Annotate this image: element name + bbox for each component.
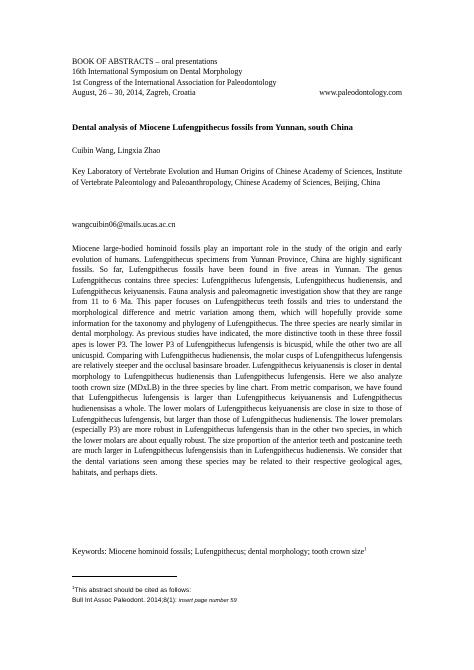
conference-header [72,57,402,99]
footnote-marker: 1 [364,547,367,553]
footnote-number: 1 [72,585,75,590]
footnote-citation [72,596,237,607]
citation-page-note: insert page number 59 [178,597,237,604]
header-line-4 [72,88,402,98]
paper-title: Dental analysis of Miocene Lufengpithecus fossils from Yunnan, south China [72,122,353,132]
footnote-line-1 [72,583,237,596]
abstract-body: Miocene large-bodied hominoid fossils play an important role in the study of the origin and early evolution of humans. Lufengpithecus specimens from Yunnan Province, China are highly significant fossils. So far, Lufengpithecus fossils have been found in five areas in Yunnan. The genus Lufengpithecus contains three species: Lufengpithecus lufengensis, Lufengpithecus hudienensis, and Lufengpithecus keiyuanensis. Fauna analysis and paleomagnetic investigation show that they are range from 11 to 6 Ma. This paper focuses on Lufengpithecus teeth fossils and tries to understand the morphological difference and metric variation among them, which will hopefully provide some information for the taxonomy and phylogeny of Lufengpithecus. The three species are nearly similar in dental morphology. As previous studies have indicated, the more distinctive tooth in these three fossil apes is lower P3. The lower P3 of Lufengpithecus lufengensis is bicuspid, while the other two are all unicuspid. Comparing with Lufengpithecus hudienensis, the molar cusps of Lufengpithecus lufengensis are relatively steeper and the occlusal basinsare broader. Lufengpithecus keiyuanensis is closer in dental morphology to Lufengpithecus hudienensis than Lufengpithecus lufengensis. Here we also analyze tooth crown size (MDxLB) in the three species by line chart. From metric comparison, we have found that Lufengpithecus lufengensis is larger than Lufengpithecus keiyuanensis and Lufengpithecus hudienensisas a whole. The lower molars of Lufengpithecus keiyuanensis are close in size to those of Lufengpithecus lufengensis, but larger than those of Lufengpithecus hudienensis. The lower premolars (especially P3) are more robust in Lufengpithecus lufengensis than in the other two species, in which the lower molars are about equally robust. The size proportion of the anterior teeth and postcanine teeth are much larger in Lufengpithecus lufengensisis than in Lufengpithecus hudienensis. We consider that the dental variations seen among these species may be related to their respective geological ages, habitats, and perhaps diets. [72,244,402,477]
author-email: wangcuibin06@mails.ucas.ac.cn [72,220,176,229]
affiliation: Key Laboratory of Vertebrate Evolution and Human Origins of Chinese Academy of Sciences, Institute of Vertebrate Paleontology and Paleoanthropology, Chinese Academy of Sciences, Beijing, China [72,167,402,187]
keywords-text: Keywords: Miocene hominoid fossils; Lufengpithecus; dental morphology; tooth crown size [72,547,365,556]
header-line-2: 16th International Symposium on Dental Morphology [72,67,243,77]
header-line-1: BOOK OF ABSTRACTS – oral presentations [72,57,218,66]
keywords [72,547,402,556]
authors: Cuibin Wang, Lingxia Zhao [72,146,161,155]
citation-text: Bull Int Assoc Paleodont. 2014;8(1): [72,596,179,604]
footnote-text: This abstract should be cited as follows: [74,587,192,595]
footnote-divider [72,576,177,577]
conference-website: www.paleodontology.com [319,88,402,98]
conference-dates-location: August, 26 – 30, 2014, Zagreb, Croatia [72,88,196,98]
header-line-3: 1st Congress of the International Association for Paleodontology [72,77,277,87]
footnote [72,583,237,606]
